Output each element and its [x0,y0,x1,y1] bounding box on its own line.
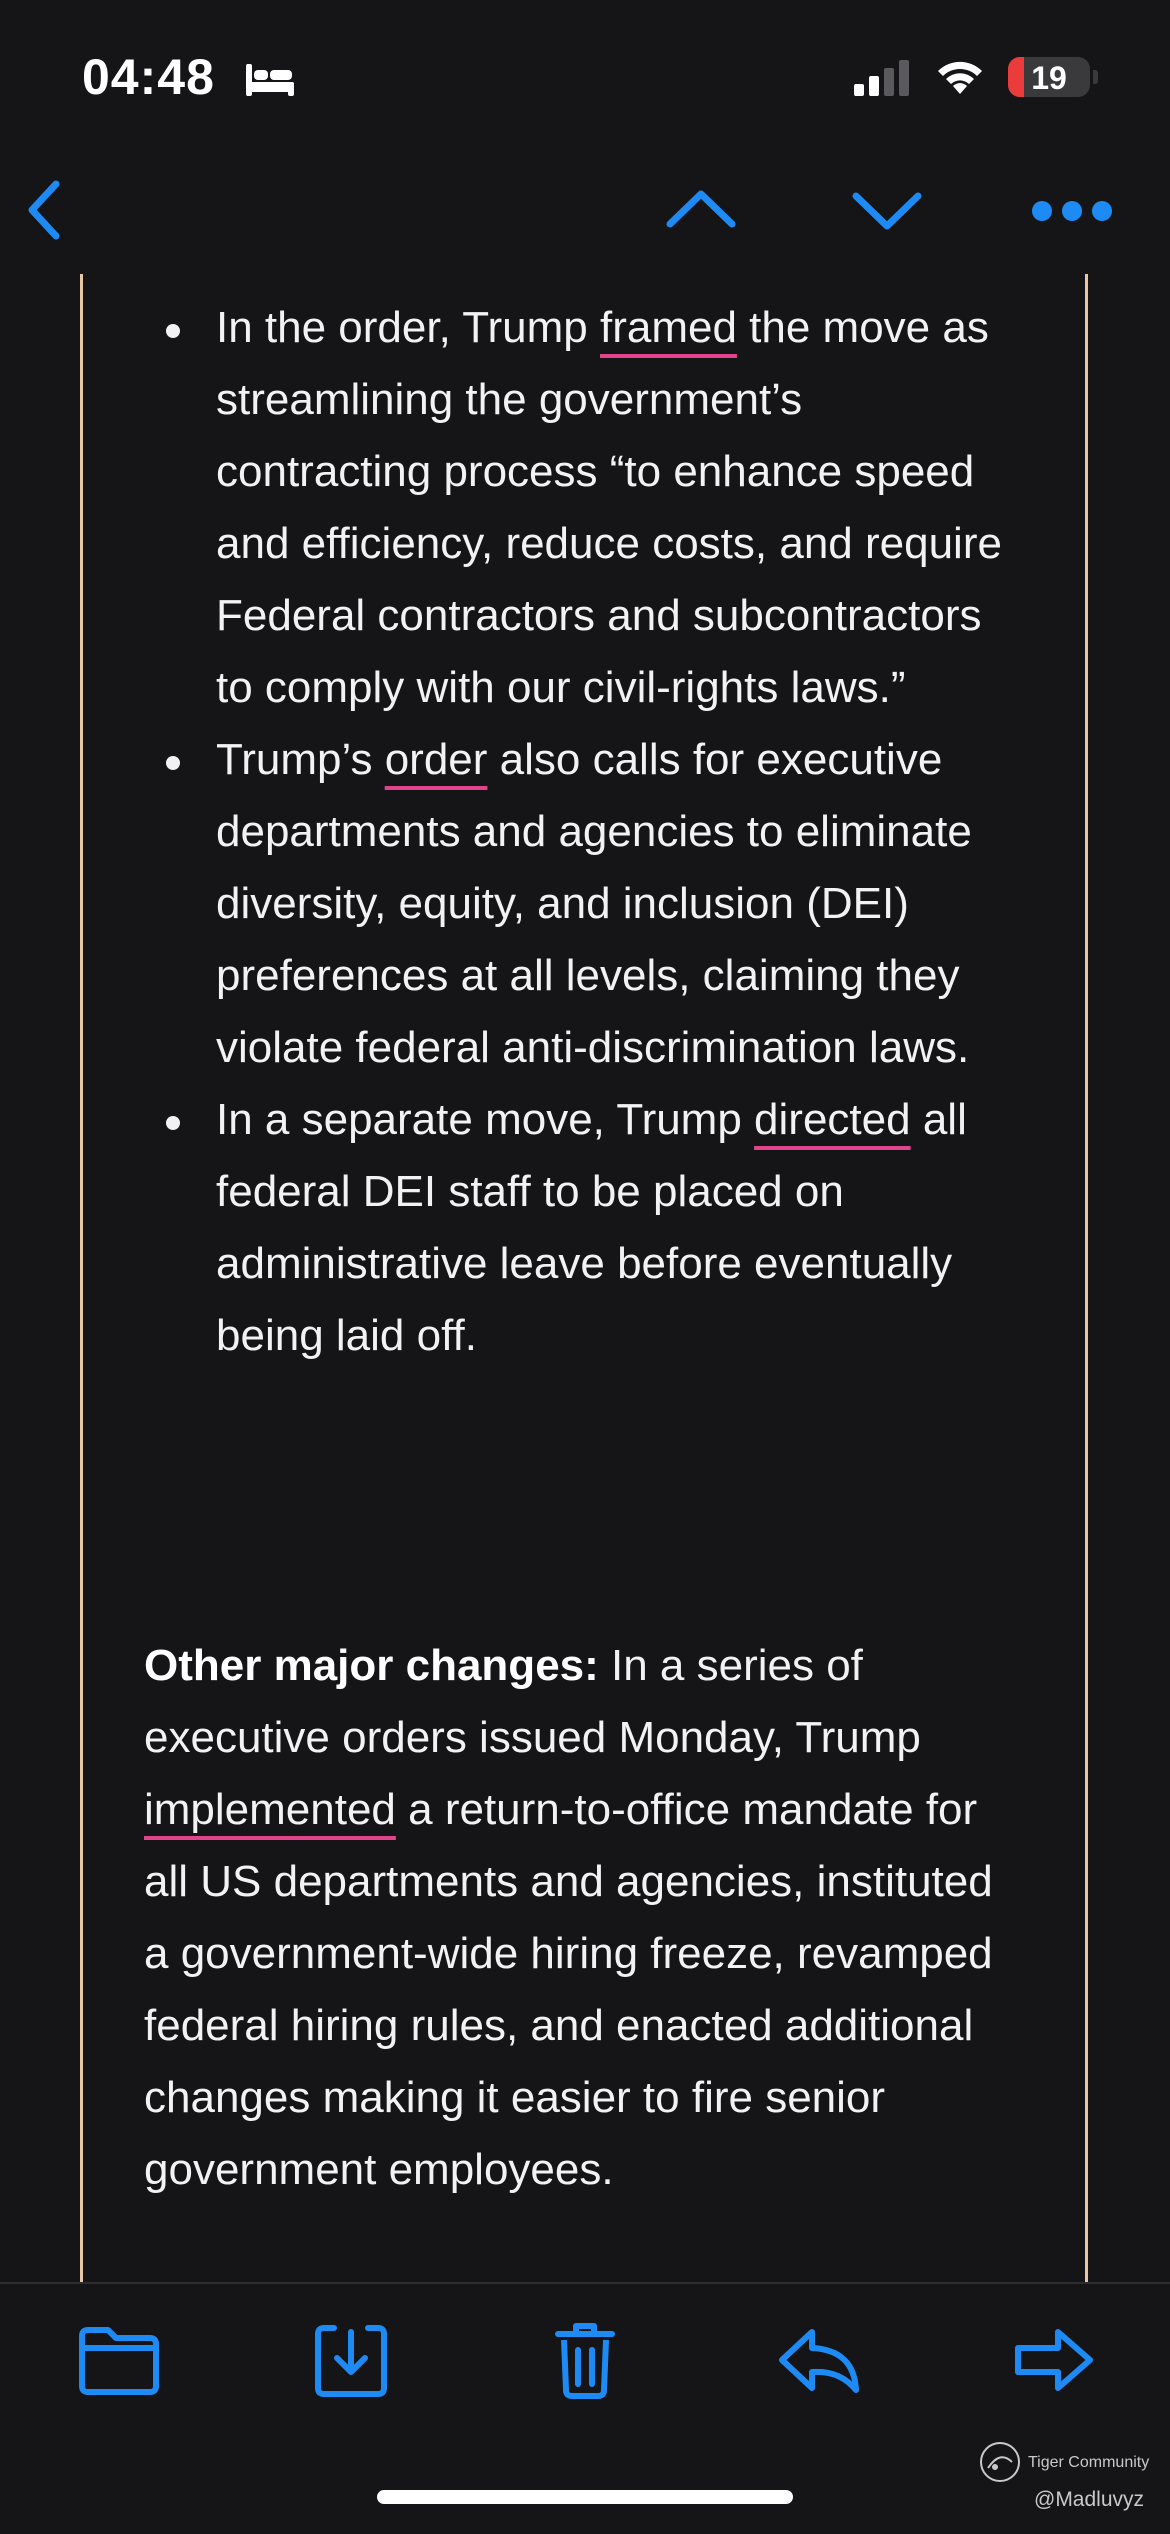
mail-nav-bar [0,150,1170,270]
cellular-signal-icon [852,58,914,98]
clock-time: 04:48 [82,49,215,105]
chevron-down-icon[interactable] [850,178,924,242]
bullet-text: Trump’s [216,735,385,784]
bullet-dot [166,1116,180,1130]
link-framed[interactable]: framed [599,303,737,352]
bullet-text: In the order, Trump [216,303,600,352]
list-item [0,724,1170,1084]
tiger-community-logo-icon [978,2440,1022,2484]
watermark [978,2440,1158,2510]
status-bar [0,0,1170,150]
list-item [0,1084,1170,1372]
list-item [0,292,1170,724]
bullet-text: also calls for executive departments and agencies to eliminate diversity, equity, and inclusion (DEI) preferences at all levels, claiming they violate federal anti-discrimination laws. [216,735,972,1072]
chevron-left-icon[interactable] [22,178,66,242]
battery-level-text: 19 [1031,60,1067,96]
bullet-text: all federal DEI staff to be placed on administrative leave before eventually being laid off. [216,1095,967,1360]
forward-icon[interactable] [1008,2320,1098,2400]
archive-icon[interactable] [306,2320,396,2400]
watermark-handle: @Madluvyz [1034,2488,1145,2511]
bullet-dot [166,324,180,338]
ellipsis-icon[interactable] [1030,178,1114,242]
battery-cap [1093,70,1098,84]
bullet-text: In a separate move, Trump [216,1095,755,1144]
bullet-dot [166,756,180,770]
wifi-icon [935,56,985,96]
home-indicator[interactable] [377,2490,793,2504]
paragraph-lead: Other major changes: [144,1641,599,1690]
bed-icon [244,60,296,100]
paragraph-text: In a series of executive orders issued Monday, Trump [144,1641,921,1762]
chevron-up-icon[interactable] [664,178,738,242]
watermark-brand: Tiger Community [1028,2454,1150,2471]
trash-icon[interactable] [540,2320,630,2400]
paragraph-text: a return-to-office mandate for all US departments and agencies, instituted a government-wide hiring freeze, revamped federal hiring rules, and enacted additional changes making it easier to fire senior government employees. [144,1785,993,2194]
folder-icon[interactable] [74,2320,164,2400]
other-changes-paragraph [144,1630,1024,2206]
email-bullet-list [0,292,1170,1372]
link-implemented[interactable]: implemented [144,1785,396,1834]
battery-indicator [1008,57,1090,97]
link-order[interactable]: order [384,735,488,784]
bullet-text: the move as streamlining the government’s contracting process “to enhance speed and efficiency, reduce costs, and require Federal contractors and subcontractors to comply with our civil-rights laws.” [216,303,1002,712]
reply-icon[interactable] [774,2320,864,2400]
link-directed[interactable]: directed [754,1095,911,1144]
